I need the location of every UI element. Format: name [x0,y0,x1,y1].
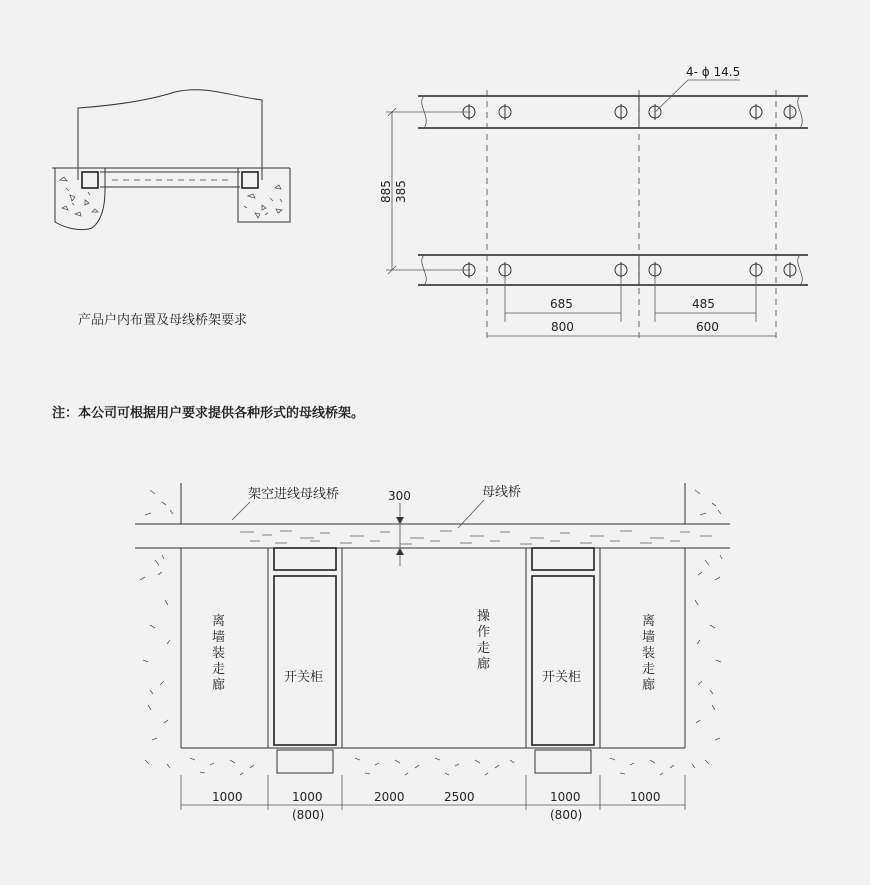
bridge-plan [379,65,808,340]
concrete-hatch [60,177,282,218]
dim-800-c: (800) [550,808,583,822]
dim-300: 300 [388,489,411,503]
holes-top [463,104,796,120]
svg-text:走: 走 [642,662,656,677]
leader-overhead [232,502,250,520]
svg-text:装: 装 [642,646,656,661]
embed-steel-left [82,172,98,188]
svg-text:操: 操 [477,609,491,624]
top-beam-break-right [798,96,803,128]
switchgear-right [526,548,600,773]
installation-sketch [52,90,290,328]
label-overhead-bridge: 架空进线母线桥 [248,487,340,502]
dim-800-b: (800) [292,808,325,822]
operation-corridor [477,608,490,672]
svg-text:离: 离 [642,614,656,629]
svg-text:作: 作 [477,625,491,640]
dim-885: 885 [379,180,393,203]
dim-600: 600 [696,320,719,334]
dim-1000-a: 1000 [212,790,243,804]
svg-text:墙: 墙 [642,630,656,645]
dim-485: 485 [692,297,715,311]
cabinet-label-left: 开关柜 [284,670,324,685]
room-layout [135,483,730,822]
svg-text:离: 离 [212,614,226,629]
svg-text:走: 走 [477,641,491,656]
note: 注：本公司可根据用户要求提供各种形式的母线桥架。 [52,406,365,421]
dim-1000-b: 1000 [292,790,323,804]
dim-800: 800 [551,320,574,334]
foundation-right [238,168,290,222]
dim-2000: 2000 [374,790,405,804]
label-busbar-bridge: 母线桥 [482,485,522,500]
dim-1000-c: 1000 [550,790,581,804]
cabinet-outline [78,90,262,180]
dim-385: 385 [394,180,408,203]
bridge-hatch [240,531,712,544]
svg-text:廊: 廊 [477,657,491,672]
holes-bottom [463,262,796,278]
caption: 产品户内布置及母线桥架要求 [78,313,248,328]
cabinet-label-right: 开关柜 [542,670,582,685]
svg-text:廊: 廊 [212,678,226,693]
dim-685: 685 [550,297,573,311]
svg-text:廊: 廊 [642,678,656,693]
hole-callout: 4- ϕ 14.5 [686,65,741,79]
corridor-left [212,614,225,693]
wall-hatch [140,490,722,775]
corridor-right [642,614,655,693]
svg-text:走: 走 [212,662,226,677]
dim-1000-d: 1000 [630,790,661,804]
svg-text:墙: 墙 [212,630,226,645]
svg-text:装: 装 [212,646,226,661]
dim-2500: 2500 [444,790,475,804]
bottom-beam-break-right [798,255,803,285]
embed-steel-right [242,172,258,188]
switchgear-left [268,548,342,773]
